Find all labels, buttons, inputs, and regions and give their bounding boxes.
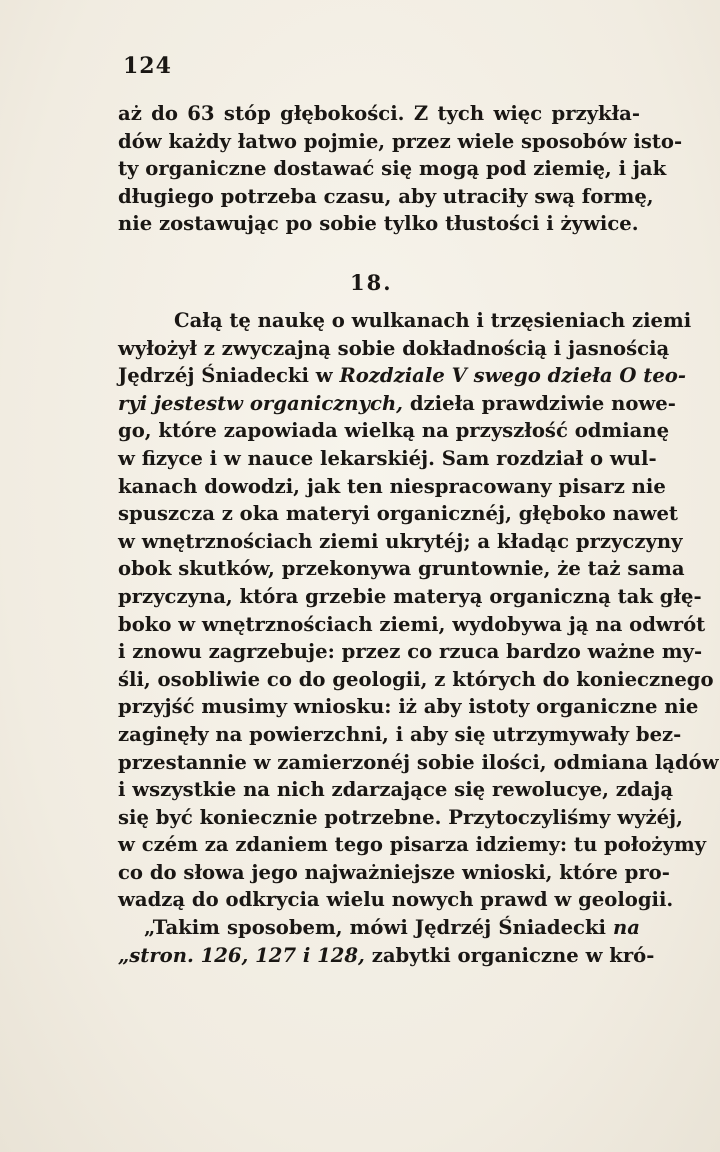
text-line: i wszystkie na nich zdarzające się rewolucye, zdają	[118, 778, 674, 802]
page-number: 124	[123, 53, 172, 79]
text-line	[118, 362, 686, 390]
text-line	[118, 942, 655, 970]
text-line: wyłożył z zwyczajną sobie dokładnością i jasnością	[118, 336, 670, 360]
text-line: przyjść musimy wniosku: iż aby istoty organiczne nie	[118, 695, 699, 719]
text-line: w czém za zdaniem tego pisarza idziemy: tu położymy	[118, 833, 707, 857]
text-line: przestannie w zamierzonéj sobie ilości, odmiana lądów	[118, 750, 719, 774]
text-line: się być koniecznie potrzebne. Przytoczyliśmy wyżéj,	[118, 805, 683, 829]
text-run: Jędrzéj Śniadecki w	[118, 364, 340, 388]
text-line	[118, 914, 640, 942]
text-line: nie zostawując po sobie tylko tłustości i żywice.	[118, 212, 639, 236]
text-line: śli, osobliwie co do geologii, z których do koniecznego	[118, 667, 714, 691]
text-line: w fizyce i w nauce lekarskiéj. Sam rozdział o wul-	[118, 446, 657, 470]
text-line: w wnętrznościach ziemi ukrytéj; a kładąc przyczyny	[118, 529, 683, 553]
text-line: długiego potrzeba czasu, aby utraciły swą formę,	[118, 184, 654, 208]
text-run: „Takim sposobem, mówi Jędrzéj Śniadecki	[144, 916, 614, 940]
intro-paragraph	[118, 100, 683, 238]
text-line: przyczyna, która grzebie materyą organiczną tak głę-	[118, 584, 702, 608]
text-line: go, które zapowiada wielką na przyszłość odmianę	[118, 419, 670, 443]
text-line: aż do 63 stóp głębokości. Z tych więc przykła-	[118, 102, 640, 125]
text-line: kanach dowodzi, jak ten niespracowany pisarz nie	[118, 474, 666, 498]
text-line: wadzą do odkrycia wielu nowych prawd w geologii.	[118, 888, 674, 912]
text-line	[118, 390, 676, 418]
page-reference-run: „stron. 126, 127 i 128,	[118, 943, 365, 967]
text-line: boko w wnętrznościach ziemi, wydobywa ją na odwrót	[118, 612, 706, 636]
text-line: co do słowa jego najważniejsze wnioski, które pro-	[118, 860, 670, 884]
text-run: zabytki organiczne w kró-	[364, 943, 655, 967]
text-line: spuszcza z oka materyi organicznéj, głęboko nawet	[118, 502, 678, 526]
text-line: Całą tę naukę o wulkanach i trzęsieniach ziemi	[174, 309, 692, 332]
text-line: zaginęły na powierzchni, i aby się utrzymywały bez-	[118, 722, 682, 746]
section-number: 18.	[350, 270, 393, 295]
text-line: i znowu zagrzebuje: przez co rzuca bardzo ważne my-	[118, 640, 703, 664]
book-title-run: Rozdziale V swego dzieła O teo-	[339, 364, 686, 388]
text-run: dzieła prawdziwie nowe-	[403, 391, 676, 415]
text-line: dów każdy łatwo pojmie, przez wiele sposobów isto-	[118, 129, 683, 153]
body-paragraph	[118, 307, 719, 969]
text-line: ty organiczne dostawać się mogą pod ziemię, i jak	[118, 157, 667, 181]
book-title-run: ryi jestestw organicznych,	[118, 391, 404, 415]
text-run-italic: na	[613, 916, 640, 940]
text-line: obok skutków, przekonywa gruntownie, że taż sama	[118, 557, 685, 581]
